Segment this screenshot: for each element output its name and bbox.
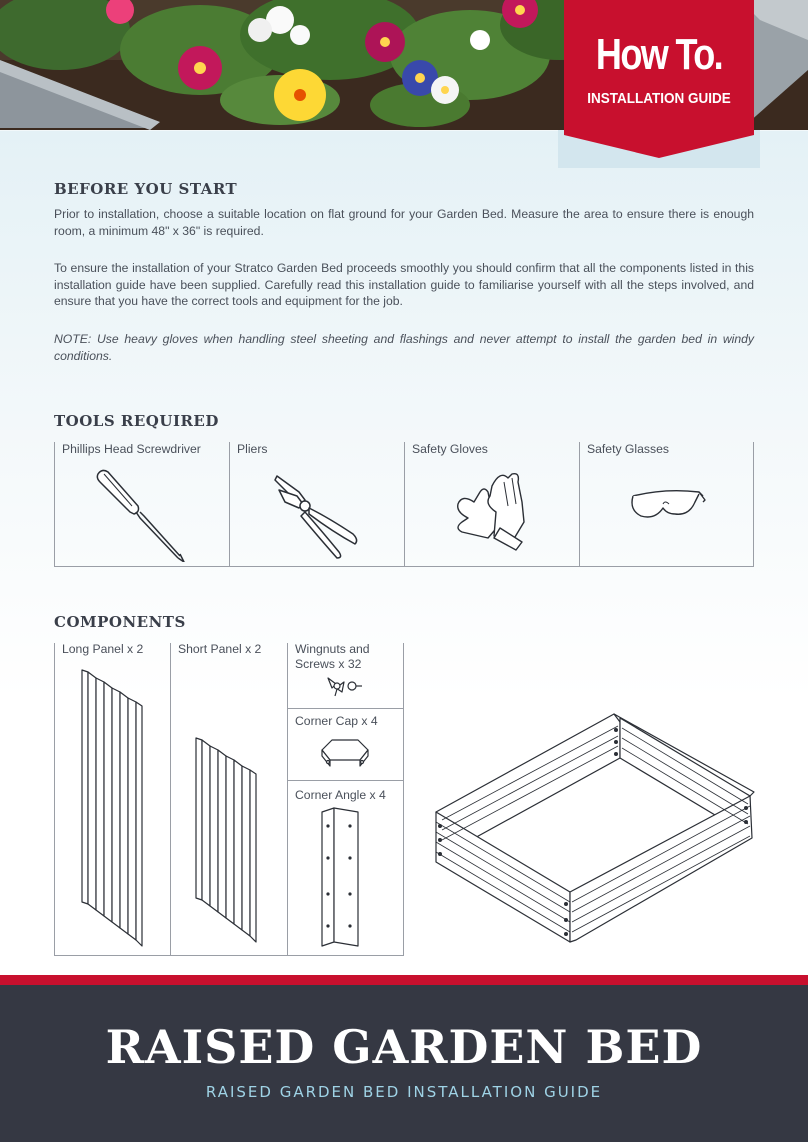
tool-label: Safety Glasses (587, 442, 669, 456)
component-label-corner-cap: Corner Cap x 4 (295, 714, 378, 728)
component-label-long-panel: Long Panel x 2 (62, 642, 144, 656)
tool-label: Phillips Head Screwdriver (62, 442, 201, 456)
components-divider (287, 708, 404, 709)
before-you-start-heading: BEFORE YOU START (54, 180, 238, 198)
safety-note: NOTE: Use heavy gloves when handling steel sheeting and flashings and never attempt to install the garden bed in windy conditions. (54, 332, 754, 363)
pliers-icon (229, 462, 404, 562)
document-subtitle: RAISED GARDEN BED INSTALLATION GUIDE (205, 1083, 603, 1101)
long-panel-icon (60, 664, 160, 954)
components-divider (54, 955, 404, 956)
tools-table (54, 442, 754, 567)
component-label-corner-angle: Corner Angle x 4 (295, 788, 386, 802)
components-divider (403, 643, 404, 956)
logo-subtitle: INSTALLATION GUIDE (587, 90, 731, 107)
glasses-icon (579, 462, 754, 562)
corner-cap-icon (288, 732, 403, 778)
corner-angle-icon (288, 806, 403, 952)
intro-paragraph-1: Prior to installation, choose a suitable location on flat ground for your Garden Bed. Measure the area to ensure there is enough room, a minimum 48" x 36" is required. (54, 207, 754, 238)
tool-cell-screwdriver (54, 442, 229, 566)
screwdriver-icon (54, 462, 229, 562)
logo-title: How To. (595, 30, 723, 79)
intro-paragraph-2: To ensure the installation of your Stratco Garden Bed proceeds smoothly you should confirm that all the components listed in this installation guide have been supplied. Carefully read this installation guide to familiarise yourself with all the steps involved, and ensure that you have the correct tools and equipment for the job. (54, 261, 754, 308)
tool-label: Safety Gloves (412, 442, 488, 456)
tools-table-right-border (753, 442, 754, 566)
component-label-short-panel: Short Panel x 2 (178, 642, 262, 656)
short-panel-icon (178, 734, 278, 954)
assembled-garden-bed-illustration (430, 708, 760, 948)
wingnut-screw-icon (288, 672, 403, 706)
components-heading: COMPONENTS (54, 613, 186, 631)
components-divider (287, 780, 404, 781)
gloves-icon (404, 462, 579, 562)
tool-label: Pliers (237, 442, 268, 456)
tool-cell-pliers (229, 442, 404, 566)
document-title: RAISED GARDEN BED (105, 1020, 703, 1074)
tool-cell-glasses (579, 442, 754, 566)
tool-cell-gloves (404, 442, 579, 566)
footer-accent-bar (0, 975, 808, 985)
components-divider (170, 643, 171, 956)
tools-required-heading: TOOLS REQUIRED (54, 412, 219, 430)
components-divider (54, 643, 55, 956)
component-label-wingnuts: Wingnuts and Screws x 32 (295, 642, 370, 671)
